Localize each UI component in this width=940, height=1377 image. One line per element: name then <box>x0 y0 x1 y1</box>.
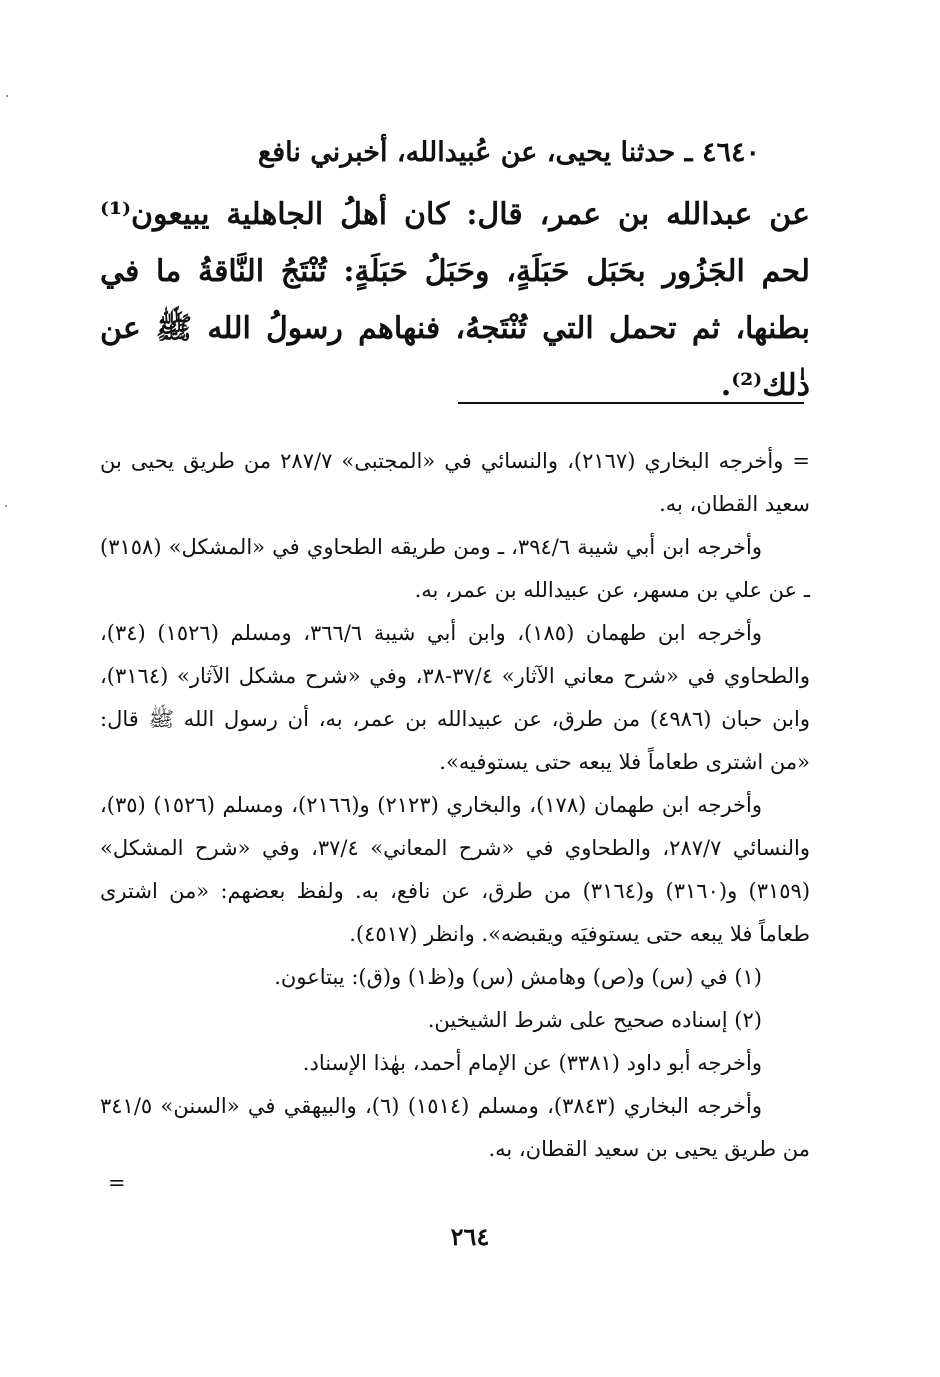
footnote-separator <box>458 402 804 404</box>
footnote-continuation: = وأخرجه البخاري (٢١٦٧)، والنسائي في «المجتبى» ٢٨٧/٧ من طريق يحيى بن سعيد القطان، به. <box>100 449 811 516</box>
footnotes <box>100 440 810 1171</box>
hadith-header: ٤٦٤٠ ـ حدثنا يحيى، عن عُبيدالله، أخبرني نافع <box>257 137 760 168</box>
footnote-paragraph: وأخرجه أبو داود (٣٣٨١) عن الإمام أحمد، بهٰذا الإسناد. <box>302 1051 762 1075</box>
footnote-1: (١) في (س) و(ص) وهامش (س) و(ظ١) و(ق): يبتاعون. <box>274 965 762 989</box>
continues-mark: = <box>108 1171 126 1195</box>
hadith-text <box>100 128 810 414</box>
scan-speck <box>6 95 8 97</box>
footnote-paragraph: وأخرجه البخاري (٣٨٤٣)، ومسلم (١٥١٤) (٦)، والبيهقي في «السنن» ٣٤١/٥ من طريق يحيى بن سعيد القطان، به. <box>100 1094 810 1161</box>
hadith-body: عن عبدالله بن عمر، قال: كان أهلُ الجاهلية يبيعون⁽¹⁾ لحم الجَزُور بحَبَل حَبَلَةٍ، وحَبَلُ حَبَلَةٍ: تُنْتَجُ النَّاقةُ ما في بطنها، ثم تحمل التي تُنْتَجهُ، فنهاهم رسولُ الله ﷺ عن ذٰلك⁽²⁾. <box>100 197 810 403</box>
page-number: ٢٦٤ <box>450 1222 490 1251</box>
footnote-paragraph: وأخرجه ابن طهمان (١٧٨)، والبخاري (٢١٢٣) و(٢١٦٦)، ومسلم (١٥٢٦) (٣٥)، والنسائي ٢٨٧/٧، والطحاوي في «شرح المعاني» ٣٧/٤، وفي «شرح المشكل» (٣١٥٩) و(٣١٦٠) و(٣١٦٤) من طرق، عن نافع، به. ولفظ بعضهم: «من اشترى طعاماً فلا يبعه حتى يستوفيَه ويقبضه». وانظر (٤٥١٧). <box>100 793 811 946</box>
footnote-paragraph: وأخرجه ابن أبي شيبة ٣٩٤/٦، ـ ومن طريقه الطحاوي في «المشكل» (٣١٥٨) ـ عن علي بن مسهر، عن عبيدالله بن عمر، به. <box>100 535 810 602</box>
footnote-2: (٢) إسناده صحيح على شرط الشيخين. <box>427 1008 762 1032</box>
scan-speck <box>5 505 7 507</box>
footnote-paragraph: وأخرجه ابن طهمان (١٨٥)، وابن أبي شيبة ٣٦٦/٦، ومسلم (١٥٢٦) (٣٤)، والطحاوي في «شرح معاني الآثار» ٣٧/٤-٣٨، وفي «شرح مشكل الآثار» (٣١٦٤)، وابن حبان (٤٩٨٦) من طرق، عن عبيدالله بن عمر، به، أن رسول الله ﷺ قال: «من اشترى طعاماً فلا يبعه حتى يستوفيه». <box>100 621 810 774</box>
